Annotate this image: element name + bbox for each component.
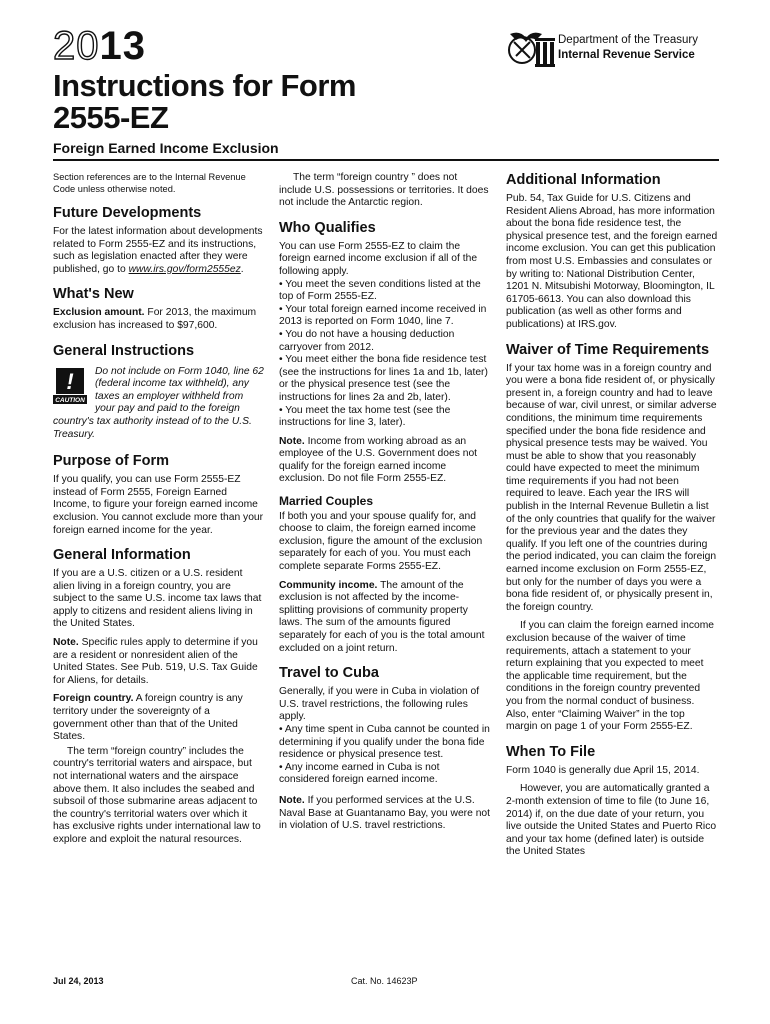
foreign-country-para2: The term “foreign country” includes the country's territorial waters and airspace, but not international waters and the airspace above them. It also includes the seabed and subsoil of those submarine areas adjacent to the country's territorial waters over which it has exclusive rights under international law to explore and exploit the natural resources. [53, 745, 261, 845]
caution-block [53, 366, 265, 442]
bullet-text: You meet either the bona fide residence test (see the instructions for lines 1a and 1b, later) or the physical presence test (see the instructions for lines 2a and 2b, later). [279, 354, 488, 403]
page-title [53, 70, 356, 134]
year-outline: 20 [53, 24, 100, 68]
form-year [53, 26, 146, 66]
note-label: Note. [53, 637, 79, 649]
note-text: Income from working abroad as an employee of the U.S. Government does not qualify for the foreign earned income exclusion. Do not file Form 2555-EZ. [279, 435, 478, 485]
irs-form-link[interactable]: www.irs.gov/form2555ez [128, 263, 241, 275]
heading-general-instructions: General Instructions [53, 342, 195, 359]
heading-married-couples: Married Couples [279, 494, 374, 509]
who-qualifies-bullet-1: • You meet the seven conditions listed at the top of Form 2555-EZ. [279, 278, 481, 303]
heading-general-information: General Information [53, 547, 191, 564]
agency-line-1: Department of the Treasury [558, 34, 698, 46]
footer-date: Jul 24, 2013 [53, 976, 104, 986]
general-info-text: If you are a U.S. citizen or a U.S. resident alien living in a foreign country, you are subject to the same U.S. income tax laws that apply to citizens and resident aliens living in the United States. [53, 568, 262, 630]
travel-to-cuba-text: Generally, if you were in Cuba in violation of U.S. travel restrictions, the following rules apply. [279, 686, 480, 723]
cuba-note [279, 795, 491, 833]
bullet-text: Your total foreign earned income received in 2013 is reported on Form 1040, line 7. [279, 303, 487, 328]
note-label: Note. [279, 435, 305, 447]
foreign-country-label: Foreign country. [53, 693, 134, 705]
future-developments-end: . [240, 263, 244, 275]
future-developments-body: For the latest information about developments related to Form 2555-EZ and its instructions, such as legislation enacted after they were published, go to [53, 226, 263, 275]
future-developments-text [53, 226, 265, 276]
who-qualifies-bullet-5: • You meet the tax home test (see the instructions for line 3, later). [279, 404, 451, 429]
title-line-2: 2555-EZ [53, 100, 169, 135]
who-qualifies-bullet-2: • Your total foreign earned income received in 2013 is reported on Form 1040, line 7. [279, 303, 487, 328]
bullet-text: Any time spent in Cuba cannot be counted in determining if you qualify under the bona fide residence or physical presence test. [279, 723, 490, 761]
title-line-1: Instructions for Form [53, 68, 356, 103]
year-bold: 13 [99, 24, 146, 68]
when-to-file-text: Form 1040 is generally due April 15, 2014. [506, 764, 700, 776]
waiver-text: If your tax home was in a foreign country and you were a bona fide resident of, or physically present in, a foreign country and had to leave because of war, civil unrest, or similar adverse conditions, the minimum time requirements specified under the bona fide residence and physical presence tests may be waived. You must be able to show that you reasonably could have expected to meet the minimum time requirements if you had not been required to leave. Each year the IRS will publish in the Internal Revenue Bulletin a list of the only countries that qualify for the waiver for the previous year and the dates they qualify. If you left one of the countries during the period indicated, you can claim the foreign earned income exclusion on Form 2555-EZ, but only for the number of days you were a bona fide resident of, or physically present in, the foreign country. [506, 362, 717, 613]
note-text: If you performed services at the U.S. Naval Base at Guantanamo Bay, you were not in violation of U.S. travel restrictions. [279, 794, 491, 832]
who-qualifies-bullet-3: • You do not have a housing deduction carryover from 2012. [279, 328, 455, 353]
column-2 [279, 172, 491, 839]
note-label: Note. [279, 794, 305, 806]
page-subtitle: Foreign Earned Income Exclusion [53, 140, 279, 156]
whats-new-text [53, 307, 265, 332]
agency-block [558, 33, 698, 63]
bullet-text: You meet the tax home test (see the instructions for line 3, later). [279, 404, 451, 429]
heading-who-qualifies: Who Qualifies [279, 219, 376, 236]
heading-waiver-of-time: Waiver of Time Requirements [506, 341, 710, 358]
note-text: Specific rules apply to determine if you are a resident or nonresident alien of the United States. See Pub. 519, U.S. Tax Guide for Aliens, for details. [53, 637, 258, 686]
footer-catalog-number: Cat. No. 14623P [351, 976, 418, 986]
heading-purpose-of-form: Purpose of Form [53, 453, 170, 470]
general-info-note [53, 637, 265, 687]
irs-eagle-logo-icon [506, 28, 556, 72]
header-rule [53, 159, 719, 161]
who-qualifies-bullet-4: • You meet either the bona fide residence test (see the instructions for lines 1a and 1b, later) or the physical presence test (see the instructions for lines 2a and 2b, later). [279, 354, 488, 403]
additional-info-text: Pub. 54, Tax Guide for U.S. Citizens and Resident Aliens Abroad, has more information about the bona fide residence test, the physical presence test, and the foreign earned income exclusion. You can get this publication from most U.S. Embassies and consulates or by writing to: National Distribution Center, 1201 N. Mitsubishi Motorway, Bloomington, IL 61705-6613. You can also download this publication (as well as other forms and publications) at IRS.gov. [506, 193, 718, 330]
waiver-text-2: If you can claim the foreign earned income exclusion because of the waiver of time requirements, attach a statement to your return explaining that you expected to meet the applicable time requirement, but the conditions in the foreign country prevented you from the normal conduct of business. Also, enter “Claiming Waiver” in the top margin on page 1 of your Form 2555-EZ. [506, 620, 715, 733]
caution-icon [53, 368, 87, 404]
community-income-label: Community income. [279, 579, 378, 591]
community-income-body: The amount of the exclusion is not affected by the income-splitting provisions of community property laws. The sum of the amounts figured separately for each of you is the total amount excluded on a joint return. [279, 579, 485, 654]
heading-future-developments: Future Developments [53, 205, 202, 221]
bullet-text: You do not have a housing deduction carryover from 2012. [279, 328, 455, 353]
cuba-bullet-1: • Any time spent in Cuba cannot be counted in determining if you qualify under the bona fide residence or physical presence test. [279, 723, 490, 761]
svg-text:!: ! [66, 368, 74, 394]
caution-label: CAUTION [55, 396, 85, 404]
bullet-text: You meet the seven conditions listed at the top of Form 2555-EZ. [279, 278, 481, 303]
purpose-text: If you qualify, you can use Form 2555-EZ instead of Form 2555, Foreign Earned Income, to figure your foreign earned income exclusion. You cannot exclude more than your foreign earned income for the year. [53, 474, 264, 536]
married-couples-text: If both you and your spouse qualify for, and choose to claim, the foreign earned income exclusion, figure the amount of the exclusion separately for each of you. You must each complete separate Forms 2555-EZ. [279, 510, 483, 573]
cuba-bullet-2: • Any income earned in Cuba is not considered foreign earned income. [279, 761, 440, 786]
heading-when-to-file: When To File [506, 743, 596, 760]
foreign-country-text [53, 693, 265, 743]
when-to-file-text-2: However, you are automatically granted a 2-month extension of time to file (to June 16, 2014) if, on the due date of your return, you live outside the United States and Puerto Rico and your tax home (defined later) is outside the United States [506, 783, 717, 858]
foreign-country-body: A foreign country is any territory under the sovereignty of a government other than that of the United States. [53, 693, 243, 743]
who-qualifies-text: You can use Form 2555-EZ to claim the foreign earned income exclusion if all of the following apply. [279, 240, 478, 277]
who-qualifies-note [279, 436, 491, 486]
caution-text: Do not include on Form 1040, line 62 (federal income tax withheld), any taxes an employer withheld from your pay and paid to the foreign country's tax authority instead of to the U.S. Treasury. [53, 365, 264, 440]
foreign-country-continued: The term “foreign country ” does not include U.S. possessions or territories. It does not include the Antarctic region. [279, 172, 489, 209]
heading-additional-information: Additional Information [506, 172, 661, 188]
intro-note: Section references are to the Internal Revenue Code unless otherwise noted. [53, 172, 246, 194]
bullet-text: Any income earned in Cuba is not considered foreign earned income. [279, 761, 440, 786]
community-income-text [279, 580, 491, 656]
heading-travel-to-cuba: Travel to Cuba [279, 665, 379, 682]
column-3 [506, 172, 719, 865]
heading-whats-new: What's New [53, 286, 134, 303]
exclusion-amount-text: For 2013, the maximum exclusion has increased to $97,600. [53, 307, 257, 331]
agency-line-2: Internal Revenue Service [558, 49, 695, 61]
column-1 [53, 172, 265, 853]
exclusion-amount-label: Exclusion amount. [53, 307, 145, 319]
